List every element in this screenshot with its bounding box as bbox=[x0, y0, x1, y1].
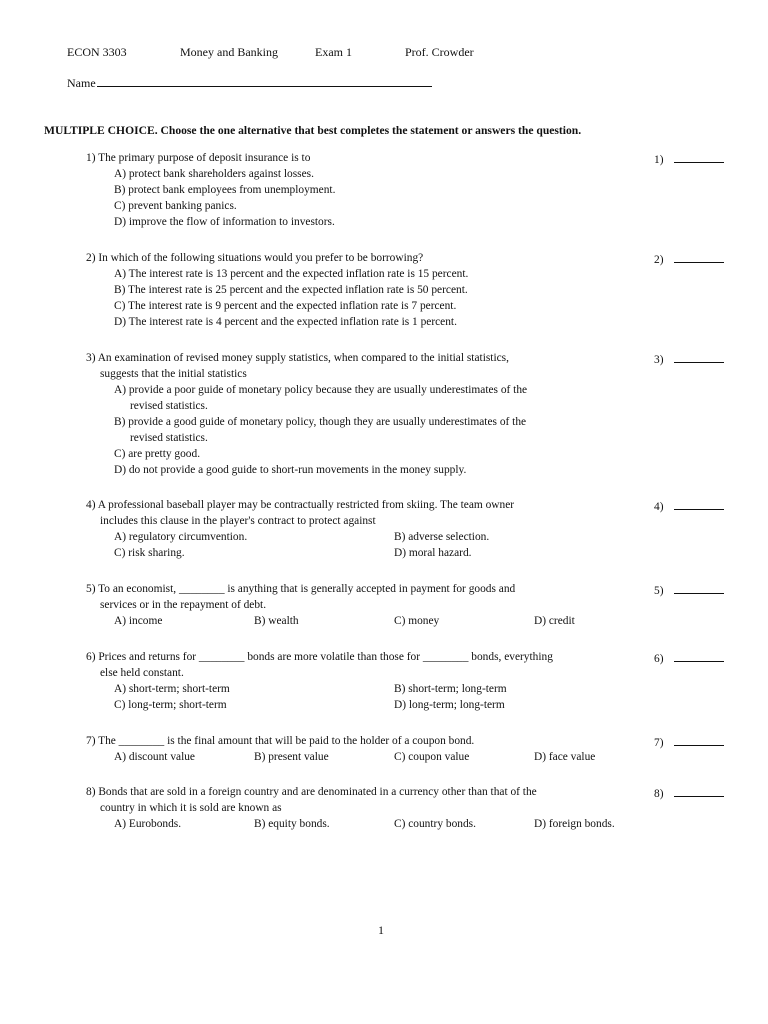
question-stem: 1) The primary purpose of deposit insurance is to bbox=[86, 152, 311, 164]
answer-slot-8[interactable] bbox=[654, 784, 724, 802]
option-c[interactable]: C) coupon value bbox=[394, 751, 470, 763]
option-a[interactable]: A) protect bank shareholders against losses. bbox=[114, 168, 314, 180]
course-code: ECON 3303 bbox=[67, 45, 127, 59]
question-stem-cont: country in which it is sold are known as bbox=[100, 802, 282, 814]
question-8 bbox=[86, 784, 646, 832]
option-text-cont: revised statistics. bbox=[130, 432, 208, 444]
question-2 bbox=[86, 250, 646, 330]
option-b[interactable]: B) The interest rate is 25 percent and the expected inflation rate is 50 percent. bbox=[114, 284, 468, 296]
option-c[interactable]: C) prevent banking panics. bbox=[114, 200, 237, 212]
option-a[interactable]: A) short-term; short-term bbox=[114, 683, 230, 695]
answer-label: 8) bbox=[654, 788, 664, 800]
question-stem: 8) Bonds that are sold in a foreign country and are denominated in a currency other than that of the bbox=[86, 786, 537, 798]
question-stem: 4) A professional baseball player may be contractually restricted from skiing. The team owner bbox=[86, 499, 515, 511]
name-field[interactable] bbox=[67, 75, 432, 91]
answer-slot-7[interactable] bbox=[654, 733, 724, 751]
question-stem-cont: else held constant. bbox=[100, 667, 184, 679]
option-text: B) provide a good guide of monetary policy, though they are usually underestimates of the bbox=[114, 416, 527, 428]
answer-blank[interactable] bbox=[674, 784, 724, 797]
answer-label: 3) bbox=[654, 354, 664, 366]
question-1 bbox=[86, 150, 646, 230]
name-blank[interactable] bbox=[97, 75, 432, 87]
answer-blank[interactable] bbox=[674, 250, 724, 263]
option-d[interactable]: D) The interest rate is 4 percent and the expected inflation rate is 1 percent. bbox=[114, 316, 457, 328]
question-stem-cont: suggests that the initial statistics bbox=[100, 368, 247, 380]
option-c[interactable]: C) long-term; short-term bbox=[114, 699, 227, 711]
course-subject: Money and Banking bbox=[180, 45, 278, 59]
question-stem-cont: includes this clause in the player's contract to protect against bbox=[100, 515, 376, 527]
option-a[interactable] bbox=[86, 382, 646, 414]
question-stem: 3) An examination of revised money supply statistics, when compared to the initial statistics, bbox=[86, 352, 509, 364]
option-d[interactable]: D) face value bbox=[534, 751, 596, 763]
answer-blank[interactable] bbox=[674, 649, 724, 662]
question-6 bbox=[86, 649, 646, 713]
option-b[interactable]: B) equity bonds. bbox=[254, 818, 330, 830]
option-b[interactable]: B) wealth bbox=[254, 615, 299, 627]
question-stem: 7) The ________ is the final amount that will be paid to the holder of a coupon bond. bbox=[86, 735, 475, 747]
question-stem: 5) To an economist, ________ is anything that is generally accepted in payment for goods and bbox=[86, 583, 516, 595]
page-number: 1 bbox=[378, 923, 384, 937]
answer-slot-2[interactable] bbox=[654, 250, 724, 268]
answer-slot-1[interactable] bbox=[654, 150, 724, 168]
option-d[interactable]: D) do not provide a good guide to short-run movements in the money supply. bbox=[114, 464, 467, 476]
option-c[interactable]: C) are pretty good. bbox=[114, 448, 201, 460]
option-b[interactable]: B) protect bank employees from unemployment. bbox=[114, 184, 336, 196]
option-c[interactable]: C) The interest rate is 9 percent and the expected inflation rate is 7 percent. bbox=[114, 300, 457, 312]
question-stem-cont: services or in the repayment of debt. bbox=[100, 599, 267, 611]
answer-label: 5) bbox=[654, 585, 664, 597]
answer-slot-5[interactable] bbox=[654, 581, 724, 599]
option-a[interactable]: A) The interest rate is 13 percent and the expected inflation rate is 15 percent. bbox=[114, 268, 469, 280]
answer-label: 6) bbox=[654, 653, 664, 665]
answer-label: 1) bbox=[654, 154, 664, 166]
answer-slot-3[interactable] bbox=[654, 350, 724, 368]
option-text: A) provide a poor guide of monetary policy because they are usually underestimates of the bbox=[114, 384, 528, 396]
answer-label: 2) bbox=[654, 254, 664, 266]
answer-label: 4) bbox=[654, 501, 664, 513]
question-stem: 6) Prices and returns for ________ bonds are more volatile than those for ________ bonds, everything bbox=[86, 651, 553, 663]
option-c[interactable]: C) country bonds. bbox=[394, 818, 476, 830]
name-label: Name bbox=[67, 76, 96, 90]
option-a[interactable]: A) regulatory circumvention. bbox=[114, 531, 248, 543]
option-c[interactable]: C) risk sharing. bbox=[114, 547, 185, 559]
option-a[interactable]: A) income bbox=[114, 615, 163, 627]
answer-label: 7) bbox=[654, 737, 664, 749]
question-5 bbox=[86, 581, 646, 629]
question-stem: 2) In which of the following situations would you prefer to be borrowing? bbox=[86, 252, 424, 264]
option-b[interactable]: B) adverse selection. bbox=[394, 531, 490, 543]
question-4 bbox=[86, 497, 646, 561]
professor-name: Prof. Crowder bbox=[405, 45, 474, 59]
option-text-cont: revised statistics. bbox=[130, 400, 208, 412]
option-a[interactable]: A) discount value bbox=[114, 751, 195, 763]
option-d[interactable]: D) credit bbox=[534, 615, 575, 627]
option-d[interactable]: D) improve the flow of information to investors. bbox=[114, 216, 335, 228]
answer-blank[interactable] bbox=[674, 581, 724, 594]
option-d[interactable]: D) foreign bonds. bbox=[534, 818, 615, 830]
option-b[interactable]: B) present value bbox=[254, 751, 329, 763]
answer-blank[interactable] bbox=[674, 733, 724, 746]
answer-blank[interactable] bbox=[674, 497, 724, 510]
instructions: MULTIPLE CHOICE. Choose the one alternative that best completes the statement or answers the question. bbox=[44, 124, 582, 137]
answer-slot-4[interactable] bbox=[654, 497, 724, 515]
option-d[interactable]: D) moral hazard. bbox=[394, 547, 472, 559]
option-b[interactable]: B) short-term; long-term bbox=[394, 683, 507, 695]
option-a[interactable]: A) Eurobonds. bbox=[114, 818, 182, 830]
option-d[interactable]: D) long-term; long-term bbox=[394, 699, 505, 711]
question-3 bbox=[86, 350, 646, 478]
option-b[interactable] bbox=[86, 414, 646, 446]
answer-blank[interactable] bbox=[674, 350, 724, 363]
question-7 bbox=[86, 733, 646, 765]
answer-slot-6[interactable] bbox=[654, 649, 724, 667]
option-c[interactable]: C) money bbox=[394, 615, 440, 627]
answer-blank[interactable] bbox=[674, 150, 724, 163]
exam-title: Exam 1 bbox=[315, 45, 352, 59]
